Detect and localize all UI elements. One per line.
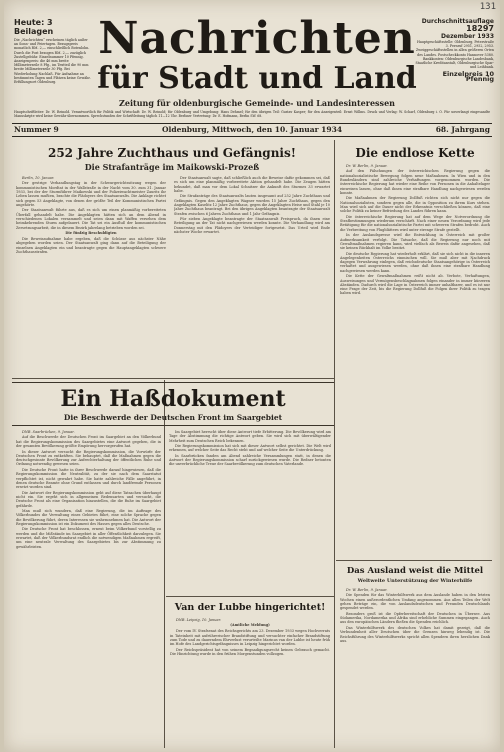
subhead-hassdokument: Die Beschwerde der Deutschen Front im Saargebiet: [63, 413, 283, 422]
masthead-title-line1: Nachrichten: [98, 13, 416, 64]
paragraph: Die Deutsche Front hat beschlossen, erneut beim Völkerbund vorstellig zu werden und die Mißstände im Saargebiet in aller Öffentlichkeit darzulegen. Sie erwartet, daß der Völkerbundsrat endlich die notwendigen Maßnahmen ergreift, um eine neutrale Verwaltung des Saargebietes bis zur Abstimmung zu gewährleisten.: [16, 527, 161, 549]
subhead-ausland: Weltweite Unterstützung der Winterhilfe: [357, 578, 473, 584]
headline-zuchthaus: 252 Jahre Zuchthaus und Gefängnis!: [47, 146, 296, 160]
paragraph: Die Antwort der Regierungskommission geht auf diese Tatsachen überhaupt nicht ein. Sie ergeht sich in allgemeinen Redensarten und versucht, die Deutsche Front als eine Organisation hinzustellen, die die Ruhe im Saargebiet gefährde.: [16, 490, 161, 508]
paragraph: Der Staatsanwalt sagte, daß schließlich auch die Beweise dafür gekommen sei, daß es sich um eine planmäßig vorbereitete Aktion gehandelt habe. Die Zeugen hätten bekundet, daß man vor dem Lokal Schnitzer die Ankunft des Sturmes 33 erwartet habe.: [174, 176, 330, 193]
paragraph: Auf die Beschwerde der Deutschen Front im Saargebiet an den Völkerbund hat die Regierungskommission des Saargebietes eine Antwort gegeben, die in der gesamten Bevölkerung größte Empörung hervorgerufen hat.: [16, 435, 161, 449]
paragraph: In der Auslandspresse wird die Entwicklung in Österreich mit großer Aufmerksamkeit verfolgt. Die Tatsache, daß die Regierung nur noch mit Gewaltmaßnahmen regieren kann, wird vielfach als Beweis dafür angesehen, daß sie keinen Rückhalt im Volke besitzt.: [340, 233, 490, 251]
paragraph: Besonders groß ist die Opferbereitschaft der Deutschen in Übersee. Aus Südamerika, Nordamerika und Afrika sind erhebliche Summen eingegangen. Auch aus den europäischen Ländern fließen die Spenden reichlich.: [340, 611, 490, 625]
article-dateline: DNB. Leipzig, 10. Januar.: [176, 618, 222, 622]
left-ear-box: [14, 18, 92, 84]
issue-number: Nummer 9: [14, 125, 59, 134]
article-dateline: DNB. Saarbrücken, 9. Januar.: [22, 430, 75, 434]
imprint: Hauptschriftleiter: Dr. W. Reinold. Verantwortlich für Politik und Wirtschaft: Dr. W. Reinold; für Oldenburg und Umgebung: Hans Dehmel; für den übrigen Teil: Gustav Kasper; für den Anzeigenteil: Ernst Willms. Druck und Verlag: W. Scharf, Oldenburg i. O. Für unverlangt eingesandte Manuskripte wird keine Gewähr übernommen. Sprechstunden der Schriftleitung täglich 11—12 Uhr. Berliner Vertretung: Dr. E. Hofmann, Berlin SW. 68.: [14, 110, 490, 119]
headline-ausland: Das Ausland weist die Mittel: [346, 566, 484, 576]
left-ear-text: Die „Nachrichten“ erscheinen täglich außer an Sonn- und Feiertagen. Bezugspreis monatlich RM. 2,— einschließlich Botenlohn. Durch die Post bezogen RM. 2,— zuzüglich Zustellgebühr. Einzelnummer 10 Pfennig. Anzeigenpreis: die 46 mm breite Millimeterzeile 8 Pfg., im Textteil die 90 mm breite Millimeterzeile 30 Pfg. Bei Wiederholung Nachlaß. Für Aufnahme an bestimmten Tagen und Plätzen keine Gewähr. Erfüllungsort Oldenburg.: [14, 38, 91, 85]
section-rule: [166, 596, 334, 597]
paragraph: Die Regierungskommission hat sich mit dieser Antwort selbst gerichtet. Die Welt wird erkennen, auf welcher Seite das Recht steht und auf welcher Seite die Unterdrückung.: [169, 444, 331, 453]
paragraph: Auf den Fälschungen der österreichischen Regierung gegen die nationalsozialistische Bewegung folgen neue Maßnahmen. In Wien und in den Bundesländern sind zahlreiche Verhaftungen vorgenommen worden. Die österreichische Regierung hat wieder eine Reihe von Personen in die Anhaltelager einweisen lassen, ohne daß ihnen eine strafbare Handlung nachgewiesen werden konnte.: [340, 169, 490, 195]
circulation-month: Dezember 1933: [441, 33, 494, 40]
paragraph: Die deutsche Regierung hat wiederholt erklärt, daß sie sich nicht in die inneren Angelegenheiten Österreichs einmischen will. Sie muß aber mit Nachdruck dagegen Verwahrung einlegen, daß reichsdeutsche Staatsangehörige in Österreich verhaftet und ausgewiesen werden, ohne daß ihnen eine strafbare Handlung nachgewiesen werden kann.: [340, 251, 490, 273]
circulation-number: 18297: [466, 24, 494, 33]
column-rule: [164, 380, 165, 748]
hassdokument-col-1: [16, 430, 161, 748]
paragraph: Das Winterhilfswerk des deutschen Volkes hat damit gezeigt, daß die Verbundenheit aller Deutschen über die Grenzen hinweg lebendig ist. Die Reichsführung des Winterhilfswerks spricht allen Spendern ihren herzlichen Dank aus.: [340, 625, 490, 643]
paragraph: Der Staatsanwalt führte aus, daß es sich um einen planmäßig vorbereiteten Überfall gehandelt habe. Die Angeklagten hätten sich an dem Abend in verschiedenen Lokalen versammelt und seien dann mit Waffen versehen dem heimkehrenden Sturm aufgelauert. Die Tat sei ein Ausfluß der kommunistischen Zersetzungsarbeit, die in diesem Bezirk jahrelang betrieben worden sei.: [16, 208, 166, 230]
kette-col: [340, 164, 490, 558]
left-ear-title: Heute: 3 Beilagen: [14, 18, 54, 36]
paragraph: Man muß sich wundern, daß eine Regierung, die im Auftrage des Völkerbundes die Verwaltung eines Gebietes führt, eine solche Sprache gegen die Bevölkerung führt, deren Interessen sie wahrzunehmen hat. Die Antwort der Regierungskommission ist ein Dokument des Hasses gegen alles Deutsche.: [16, 508, 161, 526]
headline-kette: Die endlose Kette: [355, 146, 475, 160]
article-dateline: Dr. W. Berlin, 9. Januar.: [346, 588, 388, 592]
paragraph: Der vom IV. Strafsenat des Reichsgerichts am 23. Dezember 1933 wegen Hochverrats in Tateinheit mit aufrührerischer Brandstiftung und versuchter einfacher Brandstiftung zum Tode und zu dauerndem Ehrverlust verurteilte Marinus van der Lubbe ist heute früh im Hofe des Landgerichtsgefängnisses in Leipzig hingerichtet worden.: [170, 629, 330, 647]
paragraph: Die Spenden für das Winterhilfswerk aus dem Auslande haben in den letzten Wochen einen außerordentlichen Umfang angenommen. Aus allen Teilen der Welt gehen Beträge ein, die von Auslandsdeutschen und Freunden Deutschlands gespendet werden.: [340, 593, 490, 611]
subhead-zuchthaus: Die Strafanträge im Maikowski-Prozeß: [84, 162, 260, 172]
paragraph: Für sieben Angeklagte beantragte der Staatsanwalt Freispruch, da ihnen eine Beteiligung an der Tat nicht nachgewiesen werden konnte. Die Verhandlung wird am Donnerstag mit den Plädoyers der Verteidiger fortgesetzt. Das Urteil wird Ende nächster Woche erwartet.: [174, 217, 330, 234]
paragraph: Die Kette der Gewaltmaßnahmen reißt nicht ab. Verbote, Verhaftungen, Ausweisungen und Vermögensbeschlagnahmen folgen einander in immer kürzeren Abständen. Dadurch wird die Lage in Österreich immer unhaltbarer, und es ist nur eine Frage der Zeit, bis die Regierung Dollfuß die Folgen ihrer Politik zu tragen haben wird.: [340, 274, 490, 296]
zuchthaus-col-1: [16, 176, 166, 376]
ausland-col: [340, 588, 490, 748]
paragraph: Die Beweisaufnahme habe ergeben, daß die Schüsse aus nächster Nähe abgegeben worden seien. Der Staatsanwalt ging dann auf die Beteiligung der einzelnen Angeklagten ein und beantragte gegen die Hauptangeklagten schwere Zuchthausstrafen.: [16, 236, 166, 254]
circulation-head: Durchschnittsauflage: [421, 18, 494, 25]
single-price: Einzelpreis 10 Pfennig: [442, 70, 494, 83]
article-dateline: Berlin, 10. Januar.: [22, 176, 55, 180]
paragraph: In dieser Antwort versucht die Regierungskommission, die Vorwürfe der Deutschen Front zu entkräften. Sie behauptet, daß die Maßnahmen gegen die deutschgesinnte Bevölkerung zur Aufrechterhaltung der öffentlichen Ruhe und Ordnung notwendig gewesen seien.: [16, 449, 161, 467]
article-dateline: Dr. W. Berlin, 9. Januar.: [346, 164, 388, 168]
circulation-label: [414, 18, 494, 33]
hassdokument-banner: [12, 382, 334, 426]
paragraph: Der gestrige Verhandlungstag in der Schwurgerichtssitzung wegen der kommunistischen Mordtat in der Wallstraße in der Nacht vom 30. zum 31. Januar 1933, bei der der Sturmführer Maikowski und der Polizeiwachtmeister Zauritz ihr Leben lassen mußten, brachte die Plädoyers des Staatsanwalts. Die Anklage richtet sich gegen 53 Angeklagte, von denen der größte Teil der Kommunistischen Partei angehörte.: [16, 181, 166, 207]
paragraph: Der Reichspräsident hat von seinem Begnadigungsrecht keinen Gebrauch gemacht. Die Hinrichtung wurde in den frühen Morgenstunden vollzogen.: [170, 647, 330, 656]
section-rule: [336, 560, 492, 561]
dateline-bar: [12, 123, 492, 137]
newspaper-page: [4, 0, 500, 752]
headline-lubbe: Van der Lubbe hingerichtet!: [174, 602, 326, 613]
place-date: Oldenburg, Mittwoch, den 10. Januar 1934: [161, 125, 343, 134]
volume-number: 68. Jahrgang: [435, 125, 490, 134]
masthead-title-line2: für Stadt und Land: [97, 61, 417, 96]
column-rule: [334, 140, 335, 748]
paragraph: Die österreichische Regierung hat auf dem Wege der Notverordnung die Strafbestimmungen wiederum verschärft. Nach einer neuen Verordnung wird jede Betätigung für die nationalsozialistische Partei mit schweren Strafen bedroht. Auch die Verbreitung von Flugblättern wird unter strenge Strafe gestellt.: [340, 214, 490, 232]
zuchthaus-col-2: [174, 176, 330, 376]
section-heading: Die fünfzig Beschuldigten: [65, 231, 117, 236]
headline-hassdokument: Ein Haßdokument: [60, 386, 286, 412]
paragraph: Die Strafanträge des Staatsanwalts lauten insgesamt auf 252 Jahre Zuchthaus und Gefängnis. Gegen den Angeklagten Wagner wurden 15 Jahre Zuchthaus, gegen den Angeklagten Kaselitz 12 Jahre Zuchthaus, gegen die Angeklagten Heise und Stahl je 10 Jahre Zuchthaus beantragt. Bei den übrigen Angeklagten beantragte der Staatsanwalt Strafen zwischen 6 Jahren Zuchthaus und 1 Jahr Gefängnis.: [174, 194, 330, 216]
paragraph: Die Maßnahmen der Regierung Dollfuß richten sich nicht nur gegen die Nationalsozialisten, sondern gegen alle, die in Opposition zu ihrem Kurs stehen. Man wird sich auf die Dauer nicht der Erkenntnis verschließen können, daß eine solche Politik zu keiner Befriedung des Landes führen kann.: [340, 196, 490, 214]
section-rule: [12, 378, 334, 379]
hassdokument-col-2: [169, 430, 331, 590]
paragraph: Im Saargebiet herrscht über diese Antwort tiefe Erbitterung. Die Bevölkerung wird am Tage der Abstimmung die richtige Antwort geben. Sie wird sich mit überwältigender Mehrheit zum Deutschen Reich bekennen.: [169, 430, 331, 443]
paragraph: In Saarbrücken fanden am Abend zahlreiche Versammlungen statt, in denen die Antwort der Regierungskommission scharf zurückgewiesen wurde. Die Redner betonten die unverbrüchliche Treue der Saarbevölkerung zum deutschen Vaterlande.: [169, 453, 331, 467]
masthead-subtitle: Zeitung für oldenburgische Gemeinde- und Landesinteressen: [119, 98, 395, 108]
lubbe-col: [170, 618, 330, 748]
paragraph: Die Deutsche Front hatte in ihrer Beschwerde darauf hingewiesen, daß die Regierungskommission die Neutralität, zu der sie nach dem Saarstatut verpflichtet ist, nicht gewahrt habe. Sie hatte zahlreiche Fälle angeführt, in denen deutsche Beamte ohne Grund entlassen und durch landfremde Personen ersetzt worden sind.: [16, 467, 161, 490]
page-number: 131: [479, 2, 496, 12]
right-ear-box: [414, 18, 494, 81]
right-ear-text: Hauptgeschäftsstelle: Oldenburg, Peterstraße 3. Fernruf 2951, 2952, 2953. Zweiggeschäftsstellen in allen größeren Orten des Landes. Postscheckkonto Hannover 5380. Bankkonten: Oldenburgische Landesbank, Staatliche Kreditanstalt, Oldenburgische Spar- und Leihbank.: [415, 40, 494, 70]
official-note: (Amtliche Meldung): [230, 623, 270, 628]
